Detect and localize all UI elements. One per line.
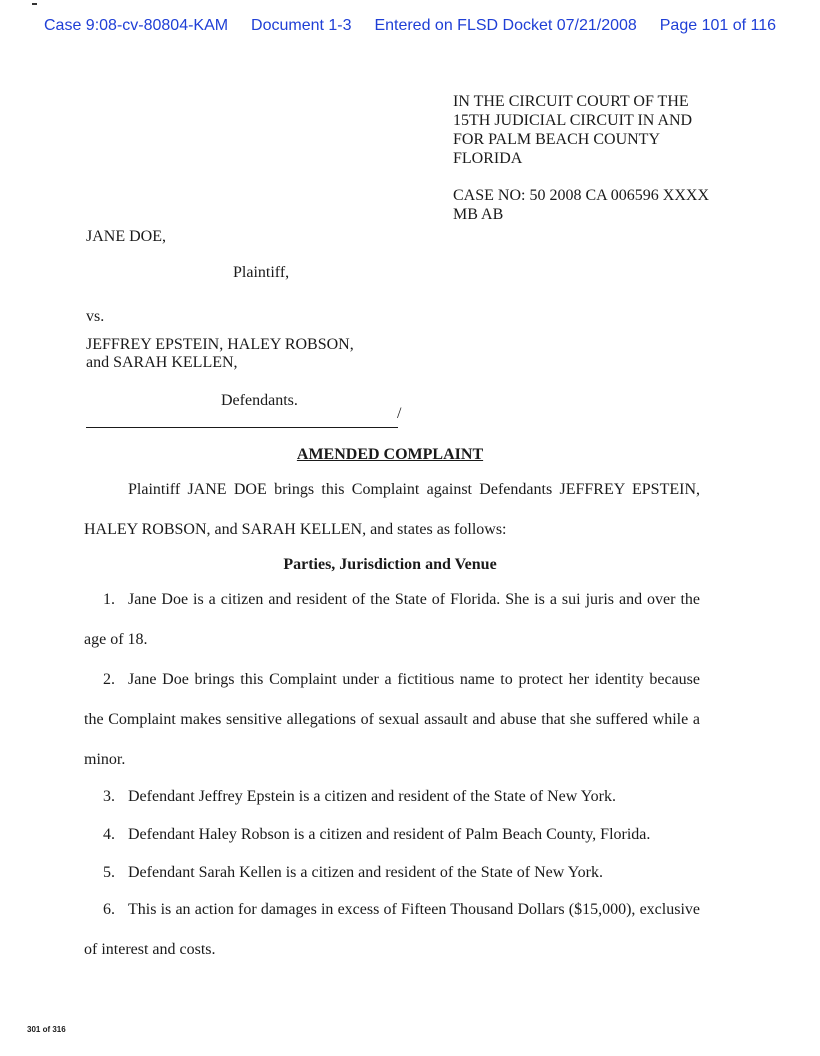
paragraph-number: 4. [103, 826, 115, 843]
caption-divider [86, 427, 398, 428]
court-line: IN THE CIRCUIT COURT OF THE [453, 93, 689, 110]
plaintiff-name: JANE DOE, [86, 228, 166, 245]
court-line: 15TH JUDICIAL CIRCUIT IN AND [453, 112, 693, 129]
document-title: AMENDED COMPLAINT [296, 446, 484, 463]
paragraph-text: Defendant Jeffrey Epstein is a citizen and resident of the State of New York. [128, 788, 617, 805]
page-stamp: Page 101 of 116 [659, 17, 776, 34]
numbered-paragraph [84, 815, 700, 855]
defendants-label: Defendants. [221, 392, 298, 409]
case-number-stamp: Case 9:08-cv-80804-KAM [44, 17, 229, 34]
defendants-names-cont: and SARAH KELLEN, [86, 354, 238, 371]
paragraph-number: 3. [103, 788, 115, 805]
court-line: FOR PALM BEACH COUNTY [453, 131, 660, 148]
paragraph-number: 5. [103, 864, 115, 881]
paragraph-number: 6. [103, 901, 115, 918]
paragraph-text: Defendant Haley Robson is a citizen and resident of Palm Beach County, Florida. [128, 826, 651, 843]
paragraph-text: Jane Doe is a citizen and resident of the State of Florida. She is a sui juris and over the age of 18. [84, 591, 700, 648]
paragraph-number: 1. [103, 591, 115, 608]
case-number-line: CASE NO: 50 2008 CA 006596 XXXX [453, 187, 710, 204]
scan-mark [32, 3, 37, 5]
numbered-paragraph [84, 660, 700, 780]
caption-slash: / [397, 405, 402, 422]
document-number-stamp: Document 1-3 [251, 17, 352, 34]
court-line: FLORIDA [453, 150, 523, 167]
paragraph-number: 2. [103, 671, 115, 688]
court-caption [453, 92, 773, 168]
numbered-paragraph [84, 580, 700, 660]
intro-paragraph: Plaintiff JANE DOE brings this Complaint against Defendants JEFFREY EPSTEIN, HALEY ROBSON, and SARAH KELLEN, and states as follows: [84, 481, 700, 538]
paragraph-text: Defendant Sarah Kellen is a citizen and resident of the State of New York. [128, 864, 603, 881]
versus-label: vs. [86, 308, 105, 325]
page-counter: 301 of 316 [27, 1025, 66, 1034]
numbered-paragraph [84, 890, 700, 970]
docket-entry-stamp: Entered on FLSD Docket 07/21/2008 [374, 17, 637, 34]
section-heading: Parties, Jurisdiction and Venue [283, 556, 497, 573]
docket-header-stamp [44, 17, 776, 35]
numbered-paragraph [84, 853, 700, 893]
paragraph-text: This is an action for damages in excess of Fifteen Thousand Dollars ($15,000), exclusive of interest and costs. [84, 901, 700, 958]
paragraph-text: Jane Doe brings this Complaint under a fictitious name to protect her identity because the Complaint makes sensitive allegations of sexual assault and abuse that she suffered while a minor. [84, 671, 700, 768]
plaintiff-label: Plaintiff, [233, 264, 290, 281]
defendants-names: JEFFREY EPSTEIN, HALEY ROBSON, [86, 336, 354, 353]
case-number-suffix: MB AB [453, 206, 504, 223]
case-number-block [453, 186, 773, 224]
numbered-paragraph [84, 777, 700, 817]
